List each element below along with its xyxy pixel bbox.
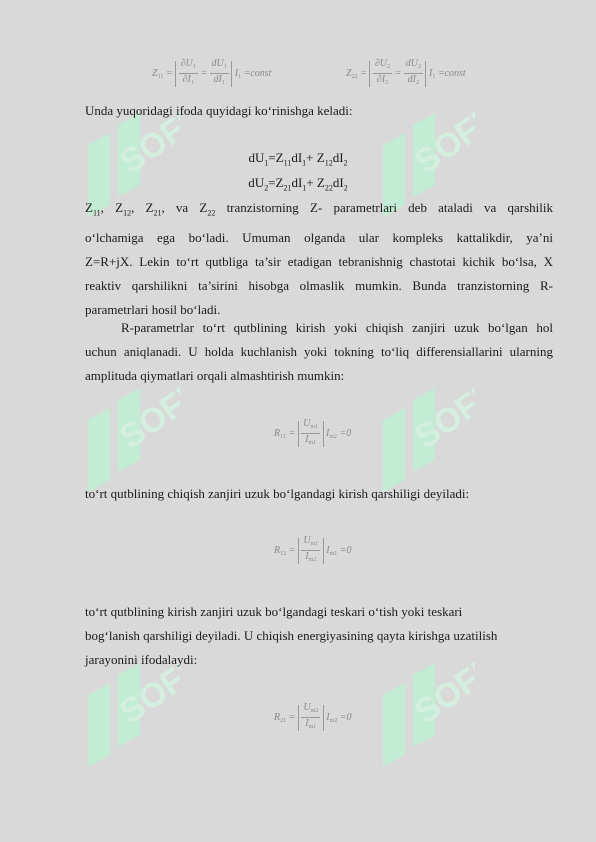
text-line: Z=R+jX. Lekin toʻrt qutbliga ta’sir etadigan tebranishnig chastotai kichik boʻlsa, X [85,253,553,269]
paragraph-feedback-resistance [85,600,553,672]
watermark-text: SOFF [407,655,475,732]
watermark-text: SOFF [407,105,475,182]
formula-r11: $R_{11}$ = $\frac{U_{m1}}{I_{m1}}$ $I_{m2} =0$ [274,418,352,446]
equation-du2: $dU_2=Z_{21}dI_1+ Z_{22}dI_2$ [248,175,348,193]
text-line: oʻlchamiga ega boʻladi. Umuman olganda ular kompleks kattalikdir, ya’ni [85,229,553,245]
text-line: R-parametrlar toʻrt qutblining kirish yoki chiqish zanjiri uzuk boʻlgan hol [121,320,553,335]
intro-text: Unda yuqoridagi ifoda quyidagi koʻrinishga keladi: [85,103,353,118]
watermark-text: SOFF [407,380,475,457]
text-line: jarayonini ifodalaydi: [85,652,198,667]
equation-du1: $dU_1=Z_{11}dI_1+ Z_{12}dI_2$ [248,150,348,168]
text-line: toʻrt qutblining kirish zanjiri uzuk boʻlgandagi teskari oʻtish yoki teskari [85,604,463,619]
text-line: reaktiv qarshilikni ta’sirini hisobga olmaslik mumkin. Bunda tranzistorning R- [85,277,553,293]
formula-z11: $Z_{11}$ = $\frac{\partial U_1}{\partial I_1}$ = $\frac{dU_1}{dI_1}$ $I_1$ =const [152,58,272,86]
text-line: uchun aniqlanadi. U holda kuchlanish yoki tokning toʻliq differensiallarini ularning [85,344,553,359]
formula-r21: $R_{21}$ = $\frac{U_{m2}}{I_{m1}}$ $I_{m2} =0$ [274,702,352,730]
watermark-text: SOFF [112,380,180,457]
text-line: parametrlari hosil boʻladi. [85,301,221,317]
paragraph-z-parameters [85,196,553,322]
text-line: $Z_{11}$, $Z_{12}$, $Z_{21}$, va $Z_{22}$ tranzistorning Z- parametrlari deb ataladi va qarshilik [85,200,553,218]
watermark-logo [365,655,475,775]
text-line: amplituda qiymatlari orqali almashtirish mumkin: [85,368,345,383]
watermark-text: SOFF [112,655,180,732]
paragraph-r-parameters [85,316,553,388]
formula-z22: $Z_{22}$ = $\frac{\partial U_2}{\partial I_2}$ = $\frac{dU_2}{dI_2}$ $I_1$ =const [346,58,466,86]
watermark-logo [70,655,180,775]
text-line: bogʻlanish qarshiligi deyiladi. U chiqish energiyasining qayta kirishga uzatilish [85,628,498,643]
paragraph-input-resistance: toʻrt qutblining chiqish zanjiri uzuk boʻlgandagi kirish qarshiligi deyiladi: [85,486,470,501]
formula-r12: $R_{12}$ = $\frac{U_{m1}}{I_{m2}}$ $I_{m1} =0$ [274,535,352,563]
watermark-text: SOFF [112,105,180,182]
